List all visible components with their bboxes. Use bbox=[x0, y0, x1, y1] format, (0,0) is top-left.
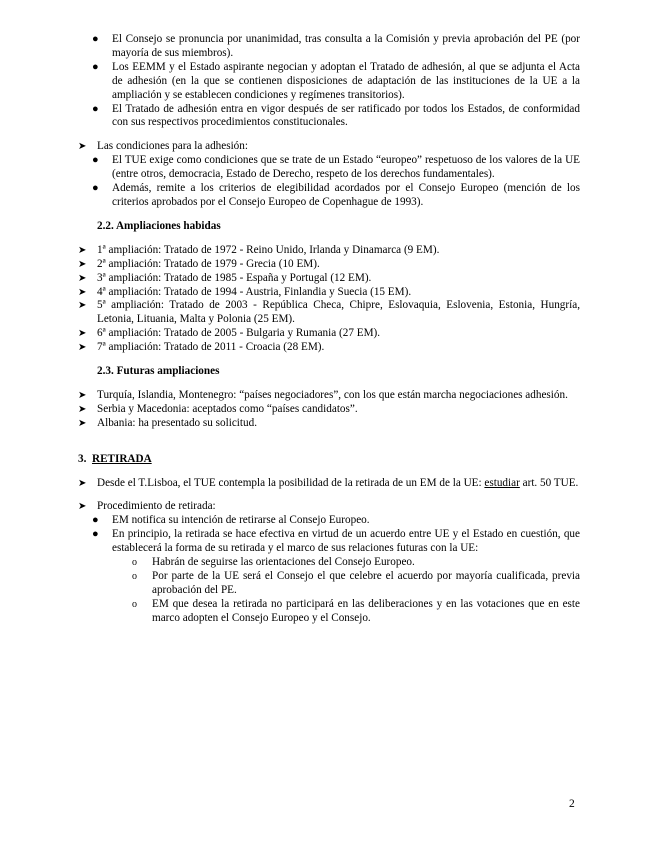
circle-bullet-icon: o bbox=[132, 557, 137, 569]
list-item: ➤ 2ª ampliación: Tratado de 1979 - Grecia (10 EM). bbox=[78, 257, 320, 270]
sub-list-item: o Por parte de la UE será el Consejo el que celebre el acuerdo por mayoría cualificada, previa aprobación del PE. bbox=[132, 570, 580, 596]
list-item: ● El Consejo se pronuncia por unanimidad, tras consulta a la Comisión y previa aprobación del PE (por mayoría de sus miembros). bbox=[92, 33, 580, 59]
arrow-bullet-icon: ➤ bbox=[78, 328, 87, 340]
bullet-icon: ● bbox=[92, 182, 99, 195]
sub-list-item: o Habrán de seguirse las orientaciones del Consejo Europeo. bbox=[132, 556, 415, 569]
list-item: ➤ 5ª ampliación: Tratado de 2003 - República Checa, Chipre, Eslovaquia, Eslovenia, Estonia, Hungría, Letonia, Lituania, Malta y Polonia (25 EM). bbox=[78, 299, 580, 326]
section-heading-2-2: 2.2. Ampliaciones habidas bbox=[97, 219, 221, 232]
list-item: ➤ Albania: ha presentado su solicitud. bbox=[78, 416, 258, 429]
bullet-icon: ● bbox=[92, 33, 99, 45]
section-number: 3. bbox=[78, 452, 87, 465]
arrow-bullet-icon: ➤ bbox=[78, 272, 87, 284]
arrow-bullet-icon: ➤ bbox=[78, 417, 87, 429]
list-item: ● EM notifica su intención de retirarse al Consejo Europeo. bbox=[92, 514, 370, 527]
section-heading-2-3: 2.3. Futuras ampliaciones bbox=[97, 365, 220, 378]
list-item: ➤ 4ª ampliación: Tratado de 1994 - Austria, Finlandia y Suecia (15 EM). bbox=[78, 285, 412, 298]
arrow-bullet-icon: ➤ bbox=[78, 389, 87, 401]
list-item: ● Además, remite a los criterios de elegibilidad acordados por el Consejo Europeo (mención de los criterios aprobados por el Consejo Europeo de Copenhague de 1993). bbox=[92, 182, 580, 208]
arrow-bullet-icon: ➤ bbox=[78, 258, 87, 270]
page-number: 2 bbox=[569, 798, 575, 810]
bullet-icon: ● bbox=[92, 528, 99, 541]
list-item: ➤ Turquía, Islandia, Montenegro: “países negociadores”, con los que están marcha negociaciones adhesión. bbox=[78, 388, 568, 401]
list-item: ● El TUE exige como condiciones que se trate de un Estado “europeo” respetuoso de los valores de la UE (entre otros, democracia, Estado de Derecho, respeto de los derechos fundamentales). bbox=[92, 154, 580, 181]
arrow-bullet-icon: ➤ bbox=[78, 141, 87, 153]
arrow-bullet-icon: ➤ bbox=[78, 342, 87, 354]
sub-list-item: o EM que desea la retirada no participará en las deliberaciones y en las votaciones que en este marco adopten el Consejo Europeo y el Consejo. bbox=[132, 597, 580, 624]
list-item: ➤ 6ª ampliación: Tratado de 2005 - Bulgaria y Rumania (27 EM). bbox=[78, 327, 381, 340]
list-item: ● El Tratado de adhesión entra en vigor después de ser ratificado por todos los Estados, de conformidad con sus respectivos procedimientos constitucionales. bbox=[92, 102, 580, 129]
conditions-label-item: ➤ Las condiciones para la adhesión: bbox=[78, 140, 248, 153]
arrow-bullet-icon: ➤ bbox=[78, 501, 87, 513]
arrow-bullet-icon: ➤ bbox=[78, 300, 87, 312]
section-heading-3 bbox=[78, 453, 580, 467]
list-item: ● Los EEMM y el Estado aspirante negocian y adoptan el Tratado de adhesión, al que se adjunta el Acta de adhesión (en la que se contienen disposiciones de adaptación de las instituciones de la UE a la ampliación y se establecen condiciones y regímenes transitorios). bbox=[92, 60, 580, 101]
page-body bbox=[78, 33, 580, 626]
list-item: ➤ 3ª ampliación: Tratado de 1985 - España y Portugal (12 EM). bbox=[78, 271, 372, 284]
arrow-bullet-icon: ➤ bbox=[78, 403, 87, 415]
circle-bullet-icon: o bbox=[132, 571, 137, 582]
arrow-bullet-icon: ➤ bbox=[78, 286, 87, 298]
study-link[interactable]: estudiar bbox=[484, 476, 520, 489]
arrow-bullet-icon: ➤ bbox=[78, 244, 87, 256]
arrow-bullet-icon: ➤ bbox=[78, 477, 87, 489]
circle-bullet-icon: o bbox=[132, 598, 137, 610]
list-item: ➤ Serbia y Macedonia: aceptados como “países candidatos”. bbox=[78, 402, 358, 415]
bullet-icon: ● bbox=[92, 514, 99, 527]
list-item: ➤ Desde el T.Lisboa, el TUE contempla la posibilidad de la retirada de un EM de la UE: estudiar art. 50 TUE. bbox=[78, 476, 579, 489]
list-item: ● En principio, la retirada se hace efectiva en virtud de un acuerdo entre UE y el Estado en cuestión, que establecerá la forma de su retirada y el marco de sus relaciones futuras con la UE: bbox=[92, 528, 580, 555]
bullet-icon: ● bbox=[92, 154, 99, 167]
procedure-label-item: ➤ Procedimiento de retirada: bbox=[78, 500, 216, 513]
list-item: ➤ 1ª ampliación: Tratado de 1972 - Reino Unido, Irlanda y Dinamarca (9 EM). bbox=[78, 243, 440, 256]
bullet-icon: ● bbox=[92, 60, 99, 73]
bullet-icon: ● bbox=[92, 102, 99, 115]
section-title: RETIRADA bbox=[91, 452, 152, 465]
list-item: ➤ 7ª ampliación: Tratado de 2011 - Croacia (28 EM). bbox=[78, 341, 325, 354]
